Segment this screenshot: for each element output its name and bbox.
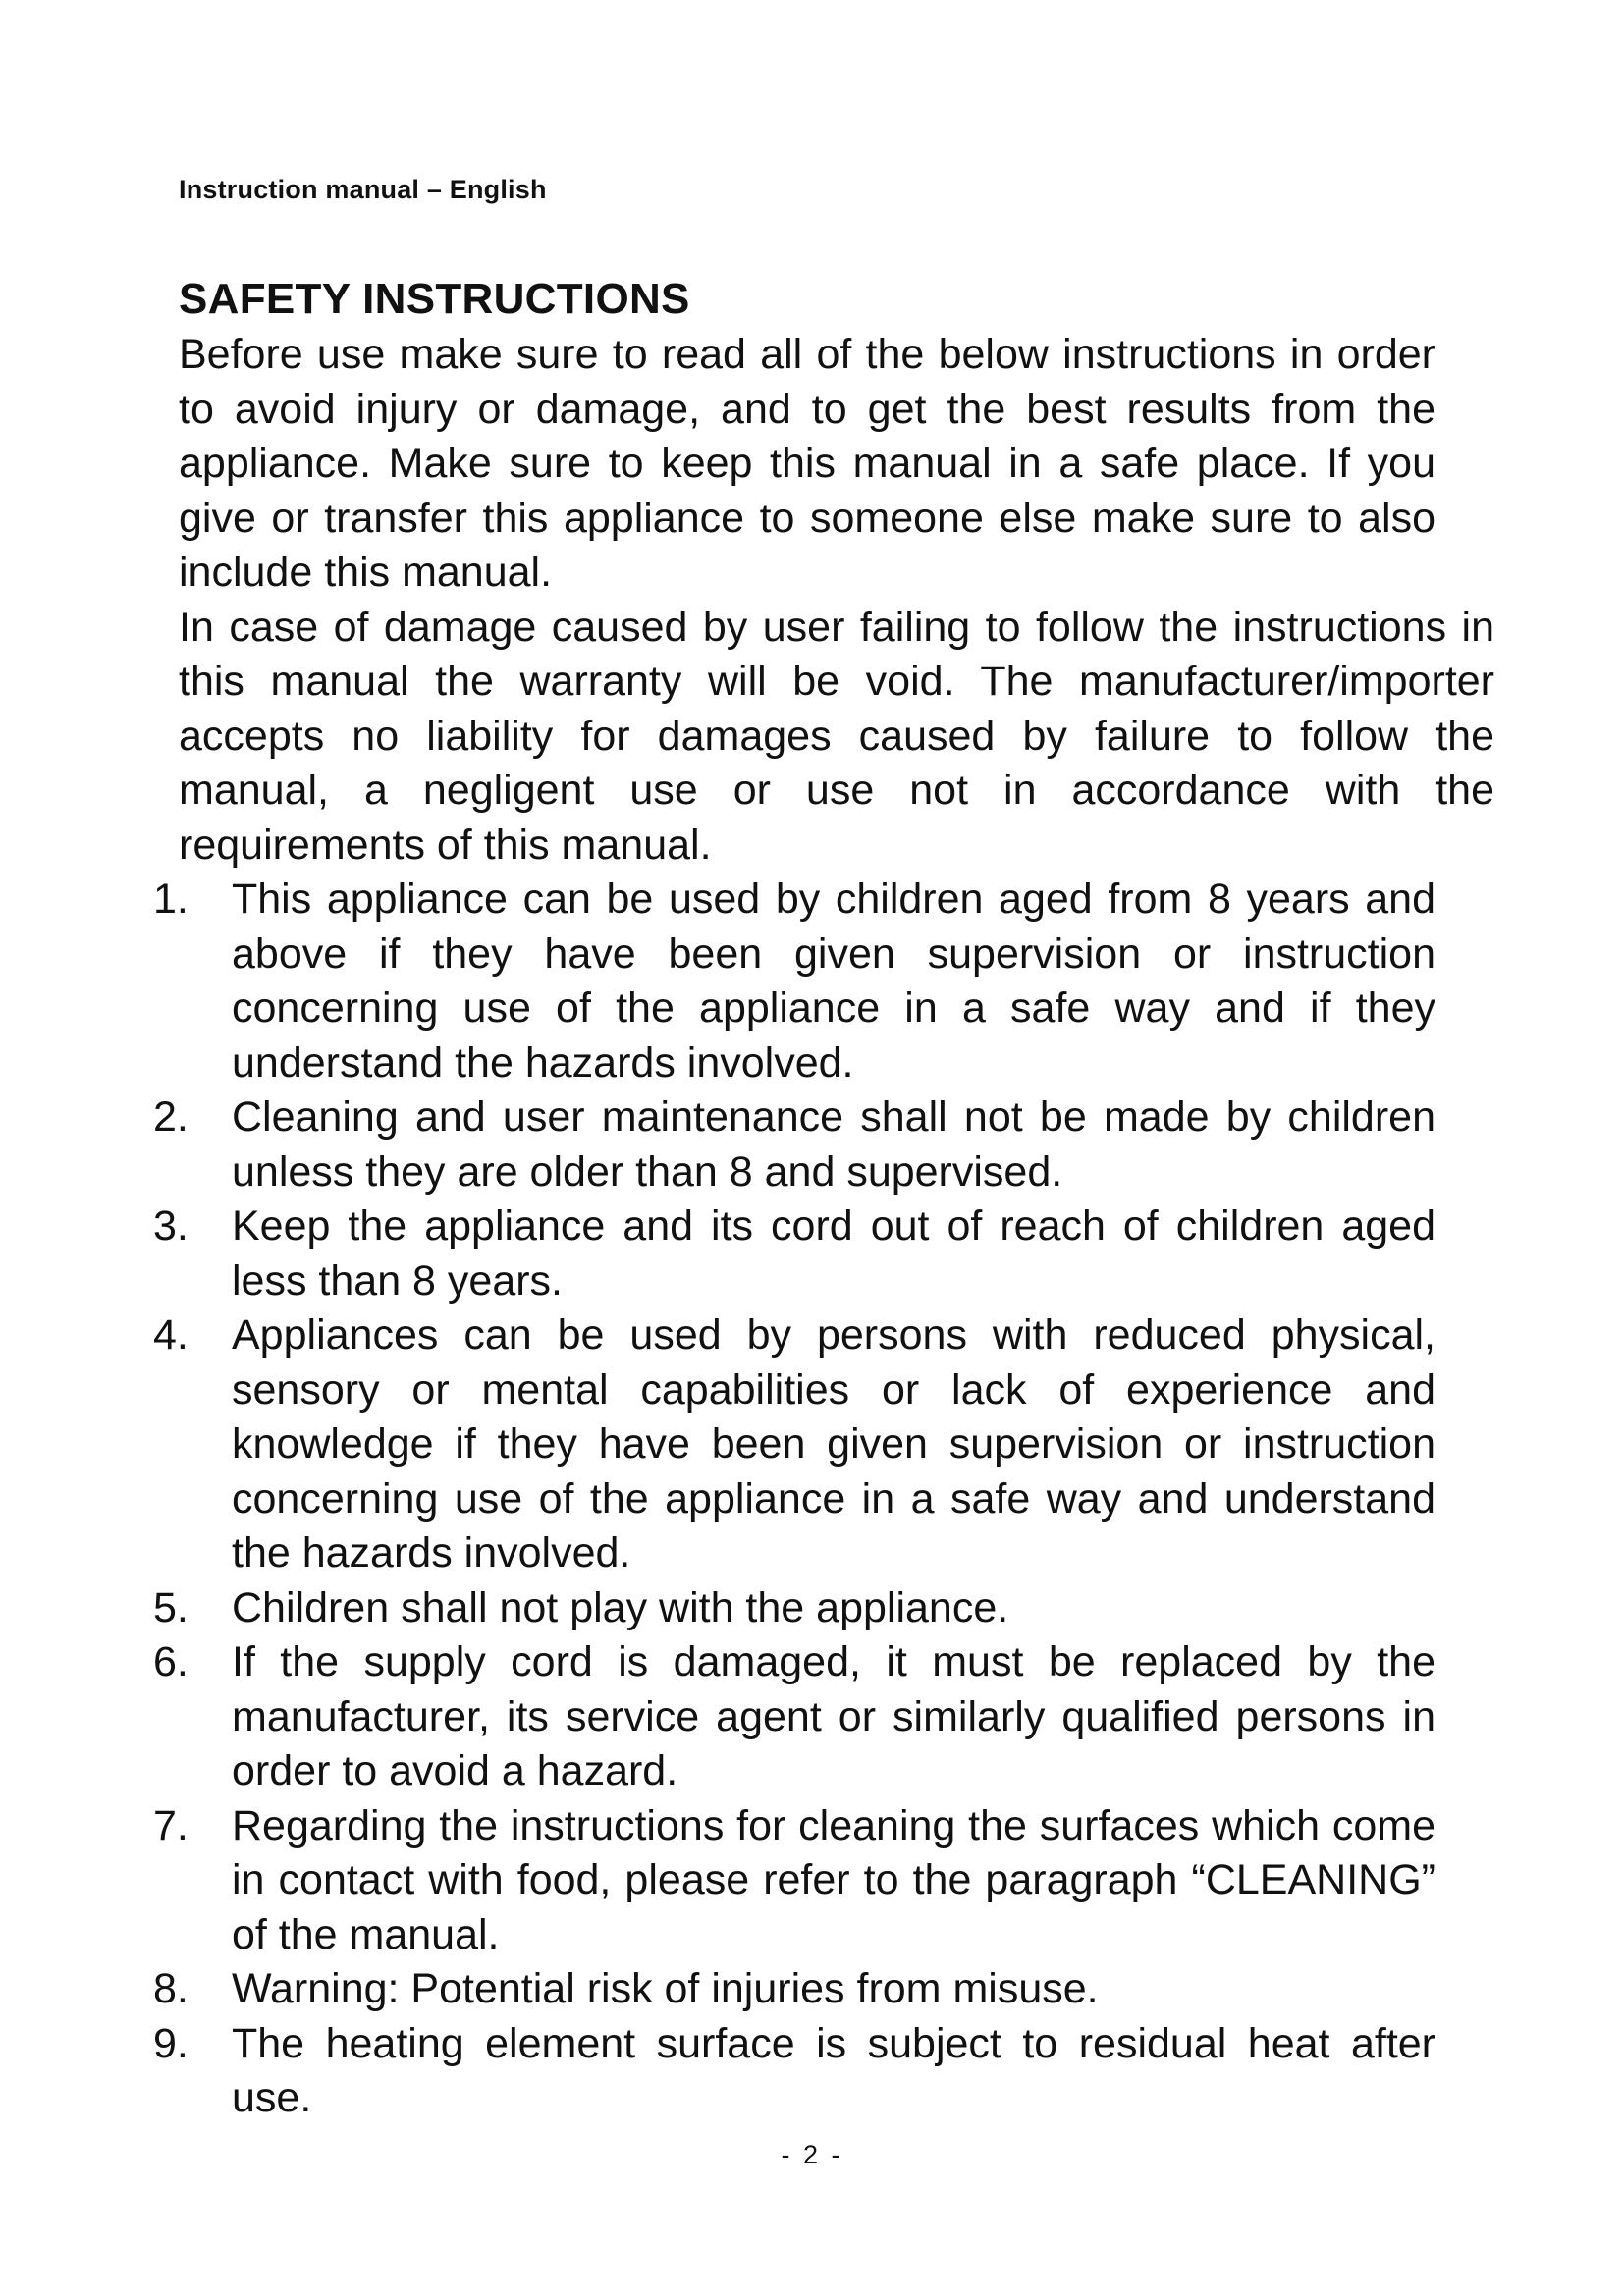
list-item-number: 7. [153, 1801, 189, 1849]
manual-language-header: Instruction manual – English [179, 175, 547, 204]
list-item [153, 2017, 1435, 2126]
intro-paragraph: Before use make sure to read all of the below instructions in order to avoid injury or damage, and to get the best results from the appliance. Make sure to keep this manual in a safe place. If you give or transfer this appliance to someone else make sure to also include this manual. [179, 331, 1435, 596]
list-item [153, 1962, 1435, 2017]
page-number: - 2 - [781, 2140, 843, 2169]
warranty-paragraph: In case of damage caused by user failing to follow the instructions in this manual the warranty will be void. The manufacturer/importer accepts no liability for damages caused by failure to follow the manual, a negligent use or use not in accordance with the requirements of this manual. [179, 603, 1494, 869]
list-item-number: 1. [153, 876, 189, 923]
list-item-text: Cleaning and user maintenance shall not be made by children unless they are older than 8 and supervised. [232, 1094, 1435, 1196]
list-item [153, 1308, 1435, 1581]
list-item-number: 9. [153, 2019, 189, 2067]
list-item [153, 873, 1435, 1091]
list-item-text: Children shall not play with the appliance. [232, 1583, 1009, 1631]
list-item-number: 2. [153, 1094, 189, 1141]
list-item-text: Regarding the instructions for cleaning the surfaces which come in contact with food, please refer to the paragraph “CLEANING” of the manual. [232, 1801, 1435, 1958]
list-item [153, 1635, 1435, 1799]
list-item-number: 4. [153, 1311, 189, 1359]
instructions-list [153, 873, 1494, 2126]
list-item [153, 1581, 1435, 1636]
safety-instructions-section [153, 271, 1494, 2126]
list-item-text: The heating element surface is subject to residual heat after use. [232, 2019, 1435, 2121]
list-item-number: 6. [153, 1638, 189, 1685]
list-item-text: This appliance can be used by children aged from 8 years and above if they have been given supervision or instruction concerning use of the appliance in a safe way and if they understand the hazards involved. [232, 876, 1435, 1087]
list-item-text: Warning: Potential risk of injuries from misuse. [232, 1965, 1099, 2012]
list-item-text: Keep the appliance and its cord out of reach of children aged less than 8 years. [232, 1202, 1435, 1305]
list-item-text: If the supply cord is damaged, it must be replaced by the manufacturer, its service agent or similarly qualified persons in order to avoid a hazard. [232, 1638, 1435, 1794]
list-item [153, 1091, 1435, 1200]
list-item-text: Appliances can be used by persons with reduced physical, sensory or mental capabilities or lack of experience and knowledge if they have been given supervision or instruction concerning use of the appliance in a safe way and understand the hazards involved. [232, 1311, 1435, 1576]
list-item-number: 3. [153, 1202, 189, 1250]
section-title: SAFETY INSTRUCTIONS [179, 275, 690, 323]
list-item [153, 1799, 1435, 1963]
list-item-number: 8. [153, 1965, 189, 2012]
list-item [153, 1200, 1435, 1308]
list-item-number: 5. [153, 1583, 189, 1631]
